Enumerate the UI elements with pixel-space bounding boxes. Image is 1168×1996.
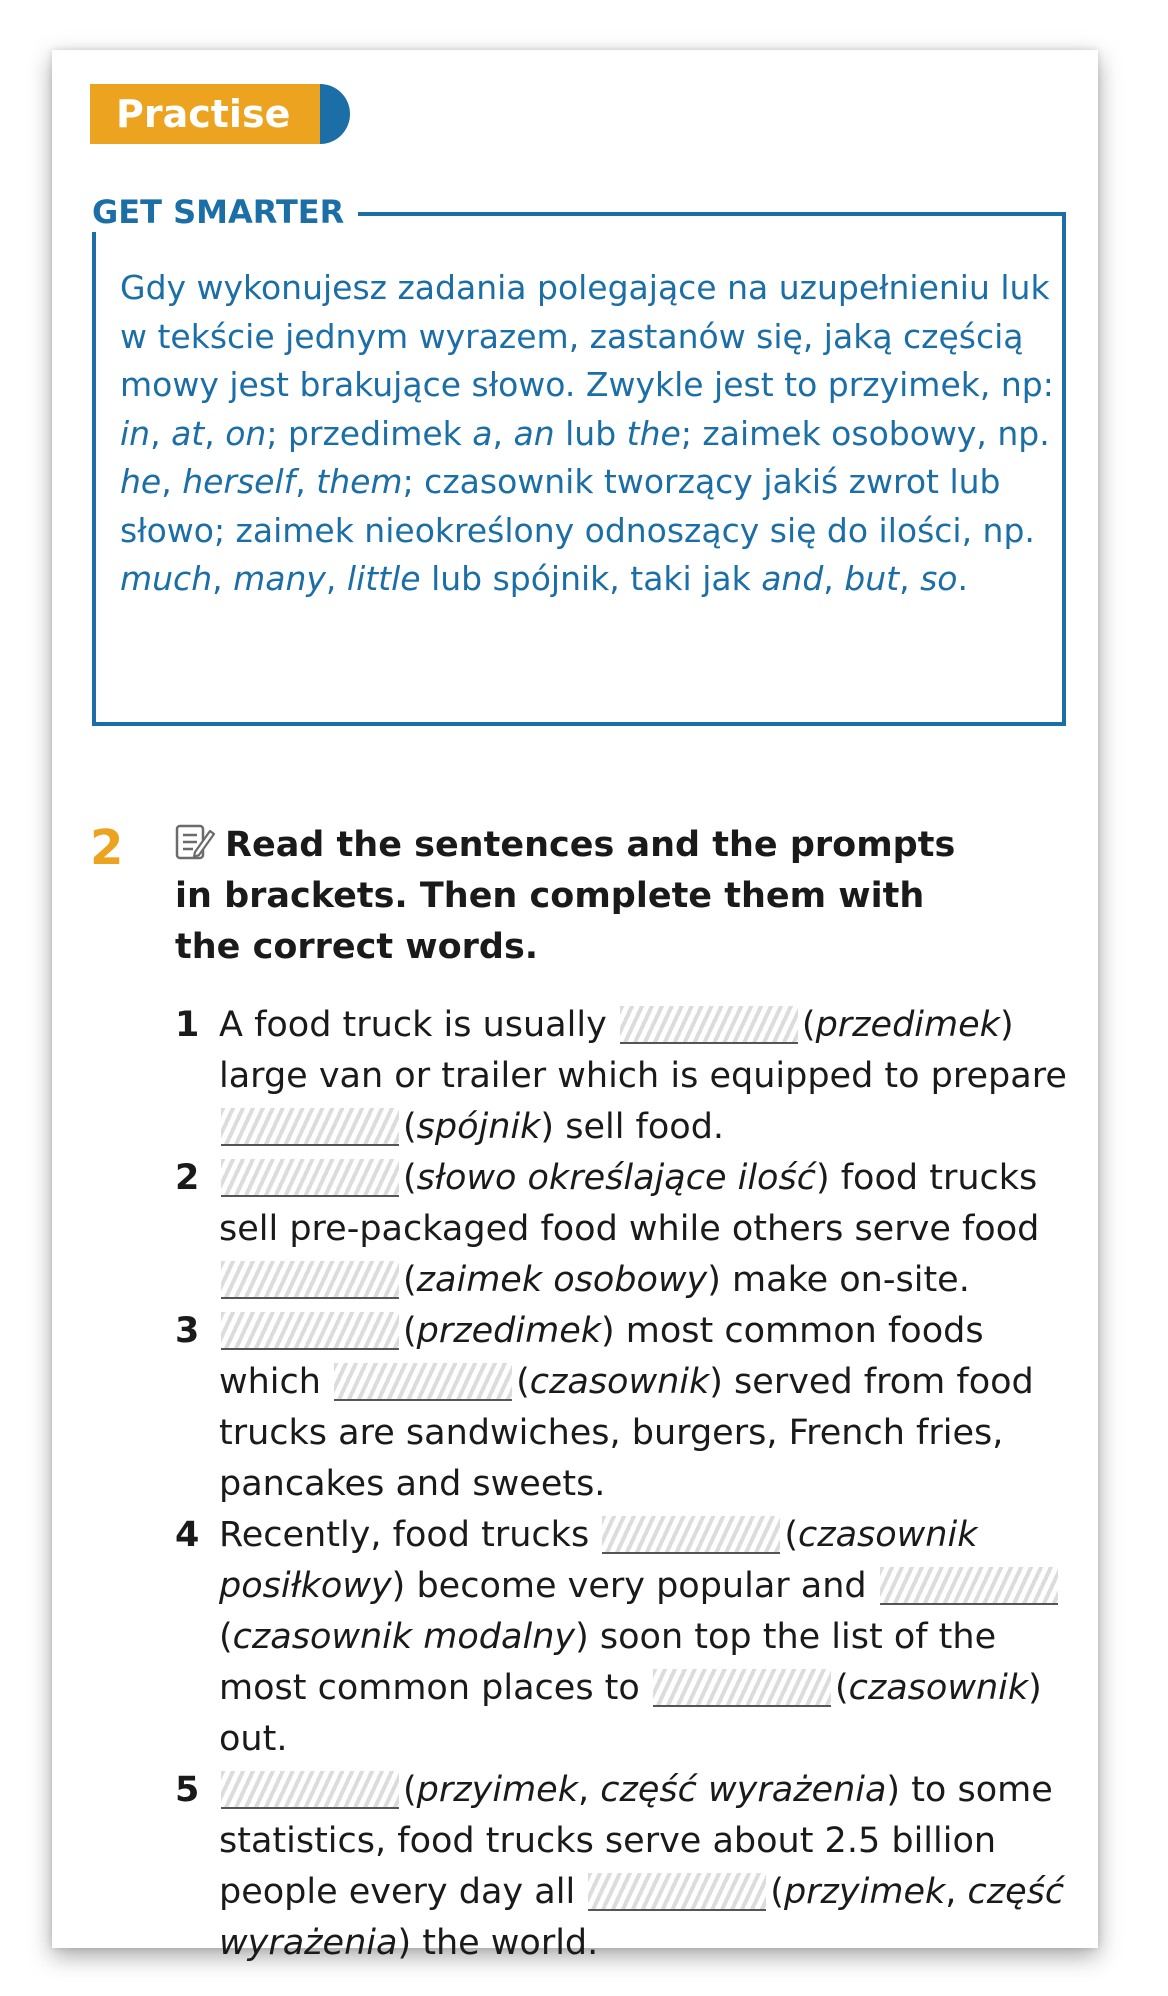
get-smarter-text: Gdy wykonujesz zadania polegające na uzupełnieniu luk w tekście jednym wyrazem, zastanów się, jaką częścią mowy jest brakujące słowo. Zwykle jest to przyimek, np: in, at, on; przedimek a, an lub the; zaimek osobowy, np. he, herself, them; czasownik tworzący jakiś zwrot lub słowo; zaimek nieokreślony odnoszący się do ilości, np. much, many, little lub spójnik, taki jak and, but, so. [120,268,1054,598]
pencil-notepad-icon [175,822,215,862]
list-item: 4 Recently, food trucks (czasownik posiłkowy) become very popular and (czasownik modalny) soon top the list of the most common places to (czasownik) out. [175,1510,1080,1765]
list-item: 3 (przedimek) most common foods which (czasownik) served from food trucks are sandwiches, burgers, French fries, pancakes and sweets. [175,1311,1034,1504]
exercise-number: 2 [90,820,124,876]
answer-gap[interactable] [221,1159,399,1197]
practise-tab [90,84,350,144]
answer-gap[interactable] [221,1312,399,1350]
list-item: 2 (słowo określające ilość) food trucks sell pre-packaged food while others serve food (zaimek osobowy) make on-site. [175,1158,1040,1300]
exercise-items [175,1000,1080,1969]
answer-gap[interactable] [602,1516,780,1554]
exercise-instruction: Read the sentences and the prompts in brackets. Then complete them with the correct words. [175,820,995,973]
answer-gap[interactable] [334,1363,512,1401]
answer-gap[interactable] [653,1669,831,1707]
get-smarter-title: GET SMARTER [92,192,358,232]
list-item: 1 A food truck is usually (przedimek) large van or trailer which is equipped to prepare (spójnik) sell food. [175,1005,1067,1147]
answer-gap[interactable] [880,1567,1058,1605]
answer-gap[interactable] [221,1771,399,1809]
answer-gap[interactable] [221,1108,399,1146]
practise-tab-cap [320,84,350,144]
answer-gap[interactable] [620,1006,798,1044]
practise-label: Practise [90,84,320,144]
answer-gap[interactable] [588,1873,766,1911]
answer-gap[interactable] [221,1261,399,1299]
list-item: 5 (przyimek, część wyrażenia) to some statistics, food trucks serve about 2.5 billion people every day all (przyimek, część wyrażenia) the world. [175,1770,1065,1963]
practise-card [52,50,1098,1963]
